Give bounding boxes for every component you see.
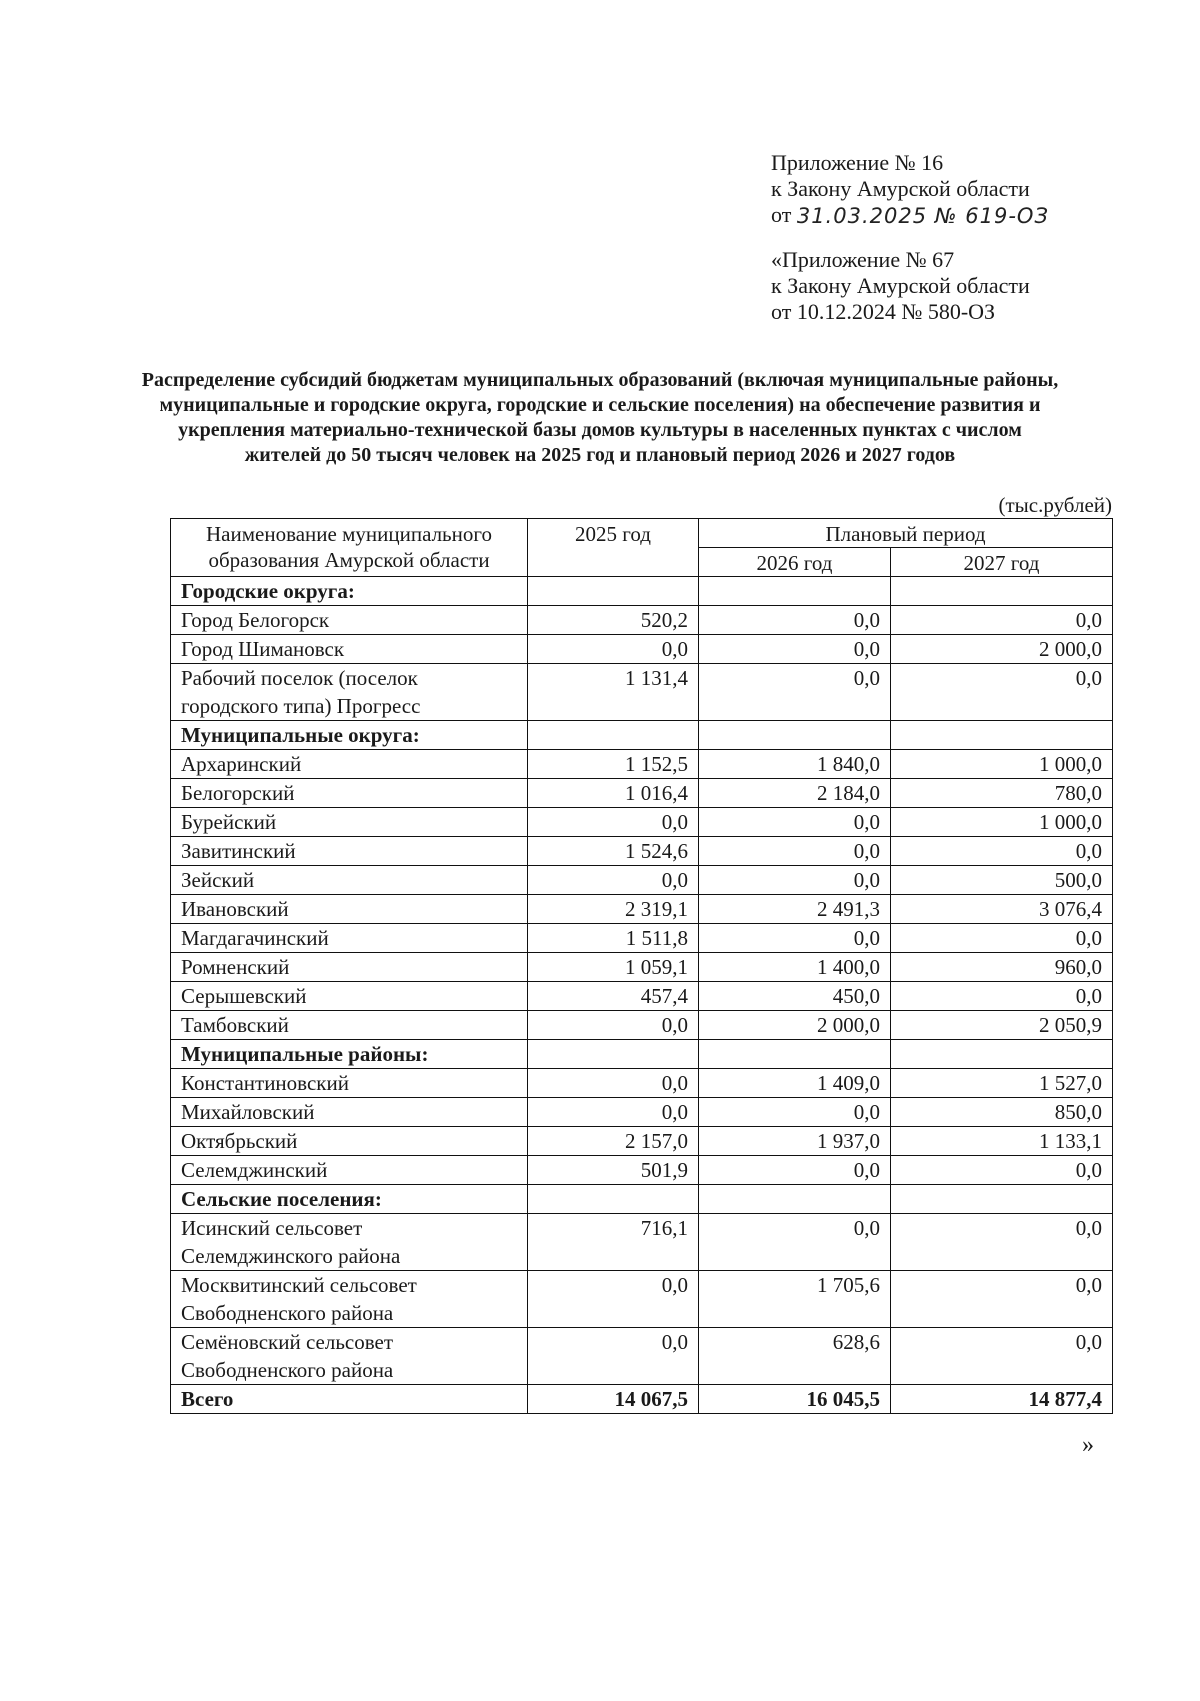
table-row bbox=[171, 1127, 1113, 1156]
empty-cell bbox=[528, 1185, 699, 1214]
table-row bbox=[171, 1214, 1113, 1271]
value-2027: 0,0 bbox=[891, 1214, 1113, 1271]
value-2025: 0,0 bbox=[528, 808, 699, 837]
value-2027: 3 076,4 bbox=[891, 895, 1113, 924]
value-2025: 520,2 bbox=[528, 606, 699, 635]
value-2025: 1 016,4 bbox=[528, 779, 699, 808]
section-title: Муниципальные районы: bbox=[171, 1040, 528, 1069]
municipality-name: Москвитинский сельсовет Свободненского района bbox=[171, 1271, 528, 1328]
total-row bbox=[171, 1385, 1113, 1414]
value-2025: 0,0 bbox=[528, 635, 699, 664]
table-row bbox=[171, 982, 1113, 1011]
value-2027: 0,0 bbox=[891, 1328, 1113, 1385]
value-2025: 0,0 bbox=[528, 866, 699, 895]
value-2026: 0,0 bbox=[699, 635, 891, 664]
value-2025: 0,0 bbox=[528, 1011, 699, 1040]
value-2025: 501,9 bbox=[528, 1156, 699, 1185]
municipality-name: Бурейский bbox=[171, 808, 528, 837]
municipality-name: Константиновский bbox=[171, 1069, 528, 1098]
value-2027: 1 000,0 bbox=[891, 750, 1113, 779]
header-2027: 2027 год bbox=[891, 548, 1113, 577]
value-2026: 0,0 bbox=[699, 1156, 891, 1185]
empty-cell bbox=[891, 577, 1113, 606]
municipality-name: Завитинский bbox=[171, 837, 528, 866]
section-row bbox=[171, 721, 1113, 750]
municipality-name: Город Белогорск bbox=[171, 606, 528, 635]
value-2025: 1 131,4 bbox=[528, 664, 699, 721]
value-2027: 2 050,9 bbox=[891, 1011, 1113, 1040]
appendix-67-line1: «Приложение № 67 bbox=[771, 247, 955, 272]
value-2027: 960,0 bbox=[891, 953, 1113, 982]
section-title: Сельские поселения: bbox=[171, 1185, 528, 1214]
table-row bbox=[171, 1011, 1113, 1040]
value-2027: 850,0 bbox=[891, 1098, 1113, 1127]
municipality-name: Исинский сельсовет Селемджинского района bbox=[171, 1214, 528, 1271]
value-2026: 0,0 bbox=[699, 1214, 891, 1271]
appendix-16-line1: Приложение № 16 bbox=[771, 150, 944, 175]
value-2027: 0,0 bbox=[891, 1271, 1113, 1328]
value-2026: 0,0 bbox=[699, 664, 891, 721]
table-row bbox=[171, 924, 1113, 953]
units-label: (тыс.рублей) bbox=[998, 493, 1112, 517]
value-2025: 2 319,1 bbox=[528, 895, 699, 924]
table-row bbox=[171, 664, 1113, 721]
value-2026: 1 409,0 bbox=[699, 1069, 891, 1098]
header-name: Наименование муниципального образования Амурской области bbox=[171, 519, 528, 577]
municipality-name: Ивановский bbox=[171, 895, 528, 924]
value-2026: 0,0 bbox=[699, 808, 891, 837]
total-2027: 14 877,4 bbox=[891, 1385, 1113, 1414]
table-row bbox=[171, 635, 1113, 664]
value-2027: 0,0 bbox=[891, 924, 1113, 953]
table-row bbox=[171, 1271, 1113, 1328]
appendix-67-line3: от 10.12.2024 № 580-ОЗ bbox=[771, 299, 996, 324]
table-row bbox=[171, 837, 1113, 866]
municipality-name: Архаринский bbox=[171, 750, 528, 779]
value-2027: 0,0 bbox=[891, 982, 1113, 1011]
value-2027: 0,0 bbox=[891, 664, 1113, 721]
appendix-67-line2: к Закону Амурской области bbox=[771, 273, 1030, 298]
empty-cell bbox=[891, 1040, 1113, 1069]
value-2027: 0,0 bbox=[891, 606, 1113, 635]
value-2025: 1 059,1 bbox=[528, 953, 699, 982]
appendix-16-prefix: от bbox=[771, 202, 792, 227]
municipality-name: Октябрьский bbox=[171, 1127, 528, 1156]
value-2025: 2 157,0 bbox=[528, 1127, 699, 1156]
total-2025: 14 067,5 bbox=[528, 1385, 699, 1414]
empty-cell bbox=[891, 1185, 1113, 1214]
value-2026: 0,0 bbox=[699, 924, 891, 953]
municipality-name: Селемджинский bbox=[171, 1156, 528, 1185]
section-row bbox=[171, 1040, 1113, 1069]
value-2026: 0,0 bbox=[699, 837, 891, 866]
municipality-name: Семёновский сельсовет Свободненского района bbox=[171, 1328, 528, 1385]
municipality-name: Белогорский bbox=[171, 779, 528, 808]
table-row bbox=[171, 779, 1113, 808]
appendix-67-note bbox=[771, 247, 1030, 325]
value-2027: 0,0 bbox=[891, 837, 1113, 866]
empty-cell bbox=[699, 577, 891, 606]
empty-cell bbox=[528, 1040, 699, 1069]
value-2025: 0,0 bbox=[528, 1098, 699, 1127]
value-2026: 2 000,0 bbox=[699, 1011, 891, 1040]
municipality-name: Михайловский bbox=[171, 1098, 528, 1127]
closing-quote: » bbox=[1082, 1432, 1094, 1458]
table-body bbox=[171, 577, 1113, 1414]
table-row bbox=[171, 750, 1113, 779]
value-2026: 450,0 bbox=[699, 982, 891, 1011]
municipality-name: Город Шимановск bbox=[171, 635, 528, 664]
value-2026: 628,6 bbox=[699, 1328, 891, 1385]
total-2026: 16 045,5 bbox=[699, 1385, 891, 1414]
empty-cell bbox=[699, 1185, 891, 1214]
value-2027: 1 133,1 bbox=[891, 1127, 1113, 1156]
header-2025: 2025 год bbox=[528, 519, 699, 577]
table-row bbox=[171, 866, 1113, 895]
section-row bbox=[171, 1185, 1113, 1214]
empty-cell bbox=[528, 577, 699, 606]
value-2026: 1 400,0 bbox=[699, 953, 891, 982]
header-planned-period: Плановый период bbox=[699, 519, 1113, 548]
section-title: Городские округа: bbox=[171, 577, 528, 606]
value-2025: 457,4 bbox=[528, 982, 699, 1011]
value-2026: 1 840,0 bbox=[699, 750, 891, 779]
table-row bbox=[171, 606, 1113, 635]
section-title: Муниципальные округа: bbox=[171, 721, 528, 750]
handwritten-date-number: 31.03.2025 № 619-ОЗ bbox=[796, 204, 1049, 228]
value-2025: 0,0 bbox=[528, 1069, 699, 1098]
value-2027: 2 000,0 bbox=[891, 635, 1113, 664]
empty-cell bbox=[699, 1040, 891, 1069]
header-2026: 2026 год bbox=[699, 548, 891, 577]
value-2026: 1 937,0 bbox=[699, 1127, 891, 1156]
table-row bbox=[171, 808, 1113, 837]
table-row bbox=[171, 895, 1113, 924]
document-title: Распределение субсидий бюджетам муниципальных образований (включая муниципальные районы, муниципальные и городские округа, городские и сельские поселения) на обеспечение развития и укрепления материально-технической базы домов культуры в населенных пунктах с числом жителей до 50 тысяч человек на 2025 год и плановый период 2026 и 2027 годов bbox=[141, 369, 1059, 466]
value-2025: 0,0 bbox=[528, 1271, 699, 1328]
appendix-16-line3 bbox=[771, 202, 1049, 228]
value-2027: 780,0 bbox=[891, 779, 1113, 808]
municipality-name: Тамбовский bbox=[171, 1011, 528, 1040]
total-label: Всего bbox=[171, 1385, 528, 1414]
value-2027: 0,0 bbox=[891, 1156, 1113, 1185]
value-2025: 716,1 bbox=[528, 1214, 699, 1271]
value-2027: 1 527,0 bbox=[891, 1069, 1113, 1098]
value-2025: 1 524,6 bbox=[528, 837, 699, 866]
table-row bbox=[171, 1328, 1113, 1385]
value-2025: 0,0 bbox=[528, 1328, 699, 1385]
subsidy-table bbox=[170, 518, 1113, 1414]
municipality-name: Рабочий поселок (поселок городского типа) Прогресс bbox=[171, 664, 528, 721]
value-2026: 1 705,6 bbox=[699, 1271, 891, 1328]
appendix-16-note bbox=[771, 150, 1049, 228]
municipality-name: Магдагачинский bbox=[171, 924, 528, 953]
empty-cell bbox=[699, 721, 891, 750]
value-2026: 0,0 bbox=[699, 866, 891, 895]
value-2025: 1 152,5 bbox=[528, 750, 699, 779]
value-2026: 0,0 bbox=[699, 1098, 891, 1127]
municipality-name: Ромненский bbox=[171, 953, 528, 982]
municipality-name: Серышевский bbox=[171, 982, 528, 1011]
empty-cell bbox=[891, 721, 1113, 750]
value-2026: 2 491,3 bbox=[699, 895, 891, 924]
value-2027: 500,0 bbox=[891, 866, 1113, 895]
appendix-16-line2: к Закону Амурской области bbox=[771, 176, 1030, 201]
value-2027: 1 000,0 bbox=[891, 808, 1113, 837]
table-row bbox=[171, 1098, 1113, 1127]
value-2026: 2 184,0 bbox=[699, 779, 891, 808]
value-2025: 1 511,8 bbox=[528, 924, 699, 953]
table-row bbox=[171, 953, 1113, 982]
table-row bbox=[171, 1156, 1113, 1185]
value-2026: 0,0 bbox=[699, 606, 891, 635]
table-row bbox=[171, 1069, 1113, 1098]
empty-cell bbox=[528, 721, 699, 750]
section-row bbox=[171, 577, 1113, 606]
municipality-name: Зейский bbox=[171, 866, 528, 895]
